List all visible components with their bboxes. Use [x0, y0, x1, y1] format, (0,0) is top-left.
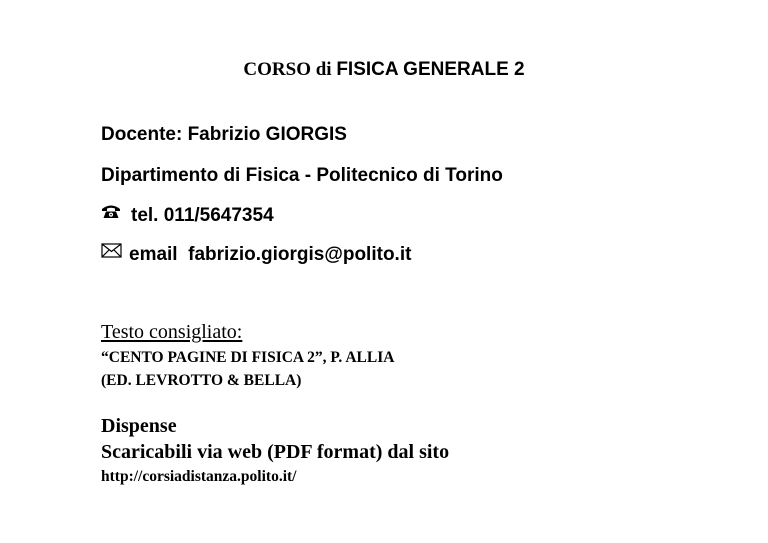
- textbook-title: “CENTO PAGINE DI FISICA 2”, P. ALLIA: [101, 349, 395, 366]
- notes-heading: Dispense: [101, 415, 177, 437]
- phone-icon: [101, 202, 121, 226]
- phone-line: [101, 204, 274, 228]
- textbook-label: Testo consigliato:: [101, 321, 243, 343]
- course-name: FISICA GENERALE 2: [336, 59, 525, 80]
- notes-description: Scaricabili via web (PDF format) dal sito: [101, 441, 450, 463]
- email-line: [101, 243, 411, 267]
- notes-url[interactable]: http://corsiadistanza.polito.it/: [101, 468, 297, 485]
- textbook-publisher: (ED. LEVROTTO & BELLA): [101, 372, 302, 389]
- course-title: [0, 58, 768, 82]
- course-prefix: CORSO di: [243, 59, 332, 80]
- phone-number: tel. 011/5647354: [131, 205, 274, 227]
- envelope-icon: [101, 241, 122, 265]
- teacher-line: Docente: Fabrizio GIORGIS: [101, 124, 347, 145]
- department-line: Dipartimento di Fisica - Politecnico di Torino: [101, 165, 503, 186]
- email-address: email fabrizio.giorgis@polito.it: [129, 244, 412, 266]
